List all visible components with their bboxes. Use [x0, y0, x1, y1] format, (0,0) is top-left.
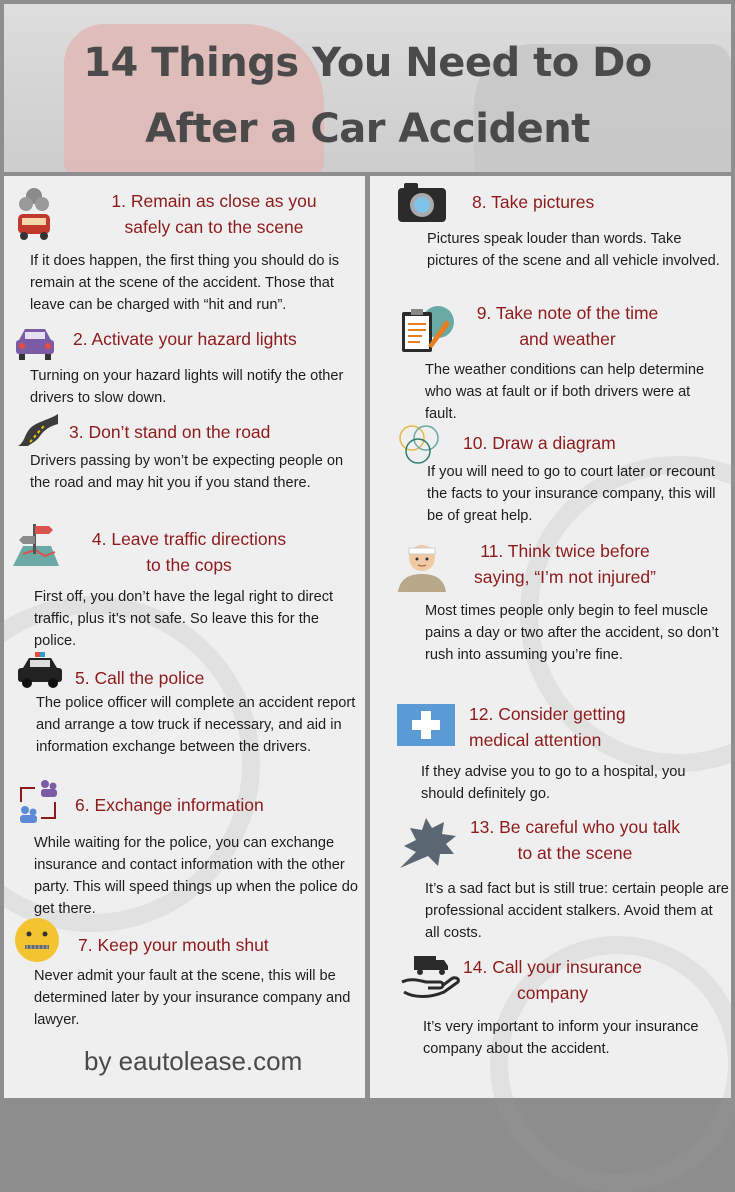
item-2-body: Turning on your hazard lights will notify the other drivers to slow down.: [30, 368, 344, 406]
item-13-body: It’s a sad fact but is still true: certain people are professional accident stalkers. Avoid them at all costs.: [425, 881, 729, 941]
item-9-body: The weather conditions can help determine who was at fault or if both drivers were at fault.: [425, 362, 705, 422]
page-title-line-2: After a Car Accident: [145, 106, 590, 152]
zipped-mouth-emoji-icon: [13, 916, 61, 964]
clipboard-notes-icon: [398, 302, 456, 356]
item-8-body: Pictures speak louder than words. Take pictures of the scene and all vehicle involved.: [427, 231, 720, 269]
item-5-heading: 5. Call the police: [75, 668, 205, 688]
item-14-body: It’s very important to inform your insurance company about the accident.: [423, 1019, 699, 1057]
venn-diagram-icon: [396, 424, 442, 466]
item-3-body: Drivers passing by won’t be expecting people on the road and may hit you if you stand there.: [30, 453, 344, 491]
item-7-heading: 7. Keep your mouth shut: [78, 935, 269, 955]
camera-icon: [396, 180, 448, 224]
item-10-body: If you will need to go to court later or recount the facts to your insurance company, this will be of great help.: [427, 464, 716, 524]
item-5-body: The police officer will complete an accident report and arrange a tow truck if necessary, and aid in information exchange between the drivers.: [36, 695, 356, 755]
item-10-heading: 10. Draw a diagram: [463, 433, 616, 453]
item-3-heading: 3. Don’t stand on the road: [69, 422, 271, 442]
item-1-heading: 1. Remain as close as you safely can to the scene: [111, 191, 317, 237]
page-title-line-1: 14 Things You Need to Do: [83, 40, 652, 86]
road-icon: [16, 412, 60, 448]
police-car-icon: [15, 650, 65, 690]
header-banner: [4, 4, 731, 172]
item-11-heading: 11. Think twice before saying, “I’m not injured”: [474, 541, 656, 587]
speech-burst-icon: [396, 816, 460, 870]
map-signpost-icon: [11, 520, 61, 570]
footer-credit: by eautolease.com: [84, 1046, 303, 1076]
medical-cross-icon: [397, 704, 455, 746]
item-7-body: Never admit your fault at the scene, this will be determined later by your insurance company and lawyer.: [34, 968, 351, 1028]
injured-person-icon: [394, 536, 450, 594]
hazard-car-icon: [13, 324, 57, 362]
item-2-heading: 2. Activate your hazard lights: [73, 329, 297, 349]
item-11-body: Most times people only begin to feel muscle pains a day or two after the accident, so don’t rush into assuming you’re fine.: [425, 603, 719, 663]
left-column: [4, 176, 365, 1098]
exchange-people-icon: [15, 778, 61, 826]
item-4-heading: 4. Leave traffic directions to the cops: [91, 529, 287, 575]
item-14-heading: 14. Call your insurance company: [463, 957, 642, 1003]
item-1-body: If it does happen, the first thing you should do is remain at the scene of the accident. Those that leave can be charged with “hit and run”.: [30, 253, 340, 313]
item-6-heading: 6. Exchange information: [75, 795, 264, 815]
item-8-heading: 8. Take pictures: [472, 192, 595, 212]
item-12-heading: 12. Consider getting medical attention: [469, 704, 626, 750]
car-crash-smoke-icon: [12, 182, 56, 242]
item-12-body: If they advise you to go to a hospital, you should definitely go.: [421, 764, 686, 802]
item-4-body: First off, you don’t have the legal right to direct traffic, plus it’s not safe. So leave this for the police.: [34, 589, 334, 649]
item-9-heading: 9. Take note of the time and weather: [476, 303, 659, 349]
item-6-body: While waiting for the police, you can exchange insurance and contact information with the other party. This will speed things up when the police do get there.: [34, 835, 358, 917]
right-column: [370, 176, 731, 1098]
item-13-heading: 13. Be careful who you talk to at the scene: [469, 817, 681, 863]
